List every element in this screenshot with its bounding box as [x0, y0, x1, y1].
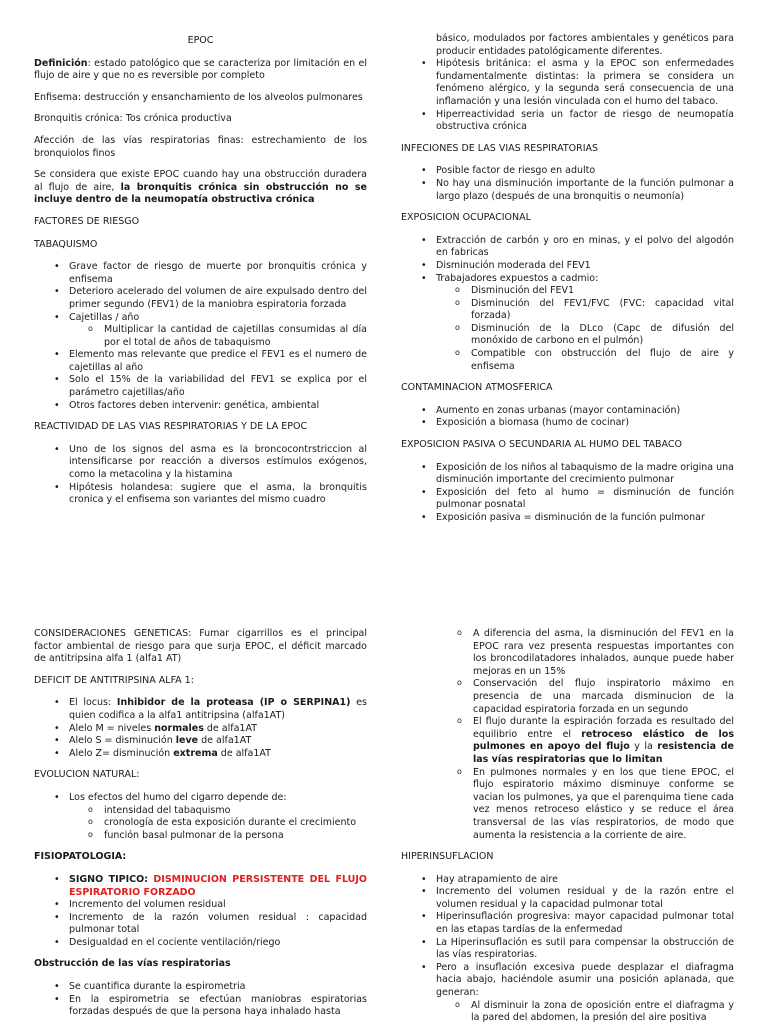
list-item: • Disminución moderada del FEV1 — [401, 260, 734, 273]
tabaquismo-list — [34, 261, 367, 324]
contaminacion-heading: CONTAMINACION ATMOSFERICA — [401, 382, 553, 394]
obstruccion-list — [34, 981, 367, 1019]
page1-right-column — [401, 33, 734, 534]
list-item: • Alelo S = disminución leve de alfa1AT — [34, 735, 367, 748]
list-item: • Pero a insuflación excesiva puede desplazar el diafragma hacia abajo, haciéndole asumir una posición aplanada, que generan: — [401, 962, 734, 1000]
list-item: • Hipótesis holandesa: sugiere que el asma, la bronquitis cronica y el enfisema son variantes del mismo cuadro — [34, 482, 367, 507]
sub-list-item: o En pulmones normales y en los que tiene EPOC, el flujo espiratorio máximo disminuye conforme se vacian los pulmones, ya que el parenquima tiene cada vez menos retroceso elástico y se reduce el área transversal de las vías respiratorios, de modo que aumenta la resistencia a la corriente de aire. — [401, 767, 734, 843]
sub-list-item: o función basal pulmonar de la persona — [34, 830, 367, 843]
deficit-heading: DEFICIT DE ANTITRIPSINA ALFA 1: — [34, 674, 194, 686]
list-item: • Se cuantifica durante la espirometria — [34, 981, 367, 994]
list-item: • Deterioro acelerado del volumen de aire expulsado dentro del primer segundo (FEV1) de la maniobra espiratoria forzada — [34, 286, 367, 311]
list-item: • Alelo M = niveles normales de alfa1AT — [34, 723, 367, 736]
list-item: • No hay una disminución importante de la función pulmonar a largo plazo (después de una bronquitis o neumonía) — [401, 178, 734, 203]
list-item: • Aumento en zonas urbanas (mayor contaminación) — [401, 405, 734, 418]
reactividad-heading: REACTIVIDAD DE LAS VIAS RESPIRATORIAS Y DE LA EPOC — [34, 421, 308, 433]
sub-list-item: o Al disminuir la zona de oposición entre el diafragma y la pared del abdomen, la presión del aire positiva — [401, 1000, 734, 1025]
deficit-list — [34, 697, 367, 760]
list-item: • Elemento mas relevante que predice el FEV1 es el numero de cajetillas al año — [34, 349, 367, 374]
sub-list-item: o intensidad del tabaquismo — [34, 805, 367, 818]
list-item: • Incremento del volumen residual y de la razón entre el volumen residual y la capacidad pulmonar total — [401, 886, 734, 911]
list-item: • Hipótesis británica: el asma y la EPOC son enfermedades fundamentalmente distintas: la primera se considera un fenómeno alérgico, y la segunda será consecuencia de una inflamación y una lesión vinculada con el humo del tabaco. — [401, 58, 734, 108]
factores-heading: FACTORES DE RIESGO — [34, 215, 140, 227]
list-item: • Hay atrapamiento de aire — [401, 874, 734, 887]
list-item: • Incremento de la razón volumen residual : capacidad pulmonar total — [34, 912, 367, 937]
pasiva-list — [401, 462, 734, 525]
list-item: • Trabajadores expuestos a cadmio: — [401, 273, 734, 286]
contaminacion-list — [401, 405, 734, 430]
geneticas-paragraph: CONSIDERACIONES GENETICAS: Fumar cigarrillos es el principal factor ambiental de riesgo para que surja EPOC, el déficit marcado de antitripsina alfa 1 (alfa1 AT) — [34, 628, 367, 665]
definicion-paragraph: Definición: estado patológico que se caracteriza por limitación en el flujo de aire y que no es reversible por completo — [34, 57, 367, 82]
bronquitis-paragraph: Bronquitis crónica: Tos crónica productiva — [34, 113, 232, 125]
list-item: • La Hiperinsuflación es sutil para compensar la obstrucción de las vías respiratorias. — [401, 937, 734, 962]
list-item: • Extracción de carbón y oro en minas, y el polvo del algodón en fabricas — [401, 235, 734, 260]
page2-right-column — [401, 628, 734, 1025]
infecciones-heading: INFECIONES DE LAS VIAS RESPIRATORIAS — [401, 142, 599, 154]
list-item: • Exposición del feto al humo = disminución de función pulmonar posnatal — [401, 487, 734, 512]
list-item: • Solo el 15% de la variabilidad del FEV1 se explica por el parámetro cajetillas/año — [34, 374, 367, 399]
ocupacional-list — [401, 235, 734, 285]
sub-list-item: o El flujo durante la espiración forzada es resultado del equilibrio entre el retroceso elástico de los pulmones en apoyo del flujo y la resistencia de las vías respiratorias que lo limitan — [401, 716, 734, 766]
sub-list-item: o Disminución de la DLco (Capc de difusión del monóxido de carbono en el pulmón) — [401, 323, 734, 348]
list-item: • Exposición a biomasa (humo de cocinar) — [401, 417, 734, 430]
list-item: • Los efectos del humo del cigarro depende de: — [34, 792, 367, 805]
hiperinsuflacion-sublist — [401, 1000, 734, 1025]
list-item: • Desigualdad en el cociente ventilación/riego — [34, 937, 367, 950]
tabaquismo-sublist — [34, 324, 367, 349]
list-item: • Alelo Z= disminución extrema de alfa1AT — [34, 748, 367, 761]
list-item: • Otros factores deben intervenir: genética, ambiental — [34, 400, 367, 413]
hiperinsuflacion-heading: HIPERINSUFLACION — [401, 851, 494, 863]
fisiopatologia-list — [34, 874, 367, 950]
cadmio-sublist — [401, 285, 734, 373]
afeccion-paragraph: Afección de las vías respiratorias finas: estrechamiento de los bronquiolos finos — [34, 134, 367, 159]
list-item: • Uno de los signos del asma es la broncocontrstriccion al intensificarse por reacción a diversos estímulos exógenos, como la metacolina y la histamina — [34, 444, 367, 482]
infecciones-list — [401, 165, 734, 203]
list-item: • SIGNO TIPICO: DISMINUCION PERSISTENTE DEL FLUJO ESPIRATORIO FORZADO — [34, 874, 367, 899]
sub-list-item: o Disminución del FEV1/FVC (FVC: capacidad vital forzada) — [401, 298, 734, 323]
list-item: • Cajetillas / año — [34, 312, 367, 325]
list-item: • Grave factor de riesgo de muerte por bronquitis crónica y enfisema — [34, 261, 367, 286]
list-item: • Exposición pasiva = disminución de la función pulmonar — [401, 512, 734, 525]
evolucion-sublist — [34, 805, 367, 843]
reactividad-list — [34, 444, 367, 507]
continued-text: básico, modulados por factores ambientales y genéticos para producir entidades patológicamente diferentes. — [436, 33, 734, 57]
sub-list-item: o A diferencia del asma, la disminución del FEV1 en la EPOC rara vez presenta respuestas importantes con los broncodilatadores inhalados, aunque puede haber mejoras en un 15% — [401, 628, 734, 678]
list-item: • En la espirometria se efectúan maniobras espiratorias forzadas después de que la persona haya inhalado hasta — [34, 994, 367, 1019]
evolucion-list — [34, 792, 367, 805]
page2-left-column — [34, 628, 367, 1028]
list-item: • Hiperreactividad seria un factor de riesgo de neumopatía obstructiva crónica — [401, 109, 734, 134]
pasiva-heading: EXPOSICION PASIVA O SECUNDARIA AL HUMO DEL TABACO — [401, 439, 682, 451]
page1-left-column — [34, 35, 367, 516]
tabaquismo-heading: TABAQUISMO — [34, 238, 98, 250]
sub-list-item: o cronología de esta exposición durante el crecimiento — [34, 817, 367, 830]
hipotesis-list — [401, 58, 734, 134]
list-item: • Posible factor de riesgo en adulto — [401, 165, 734, 178]
sub-list-item: o Multiplicar la cantidad de cajetillas consumidas al día por el total de años de tabaquismo — [34, 324, 367, 349]
list-item: • Hiperinsuflación progresiva: mayor capacidad pulmonar total en las etapas tardías de la enfermedad — [401, 911, 734, 936]
ocupacional-heading: EXPOSICION OCUPACIONAL — [401, 212, 531, 224]
tabaquismo-list-2 — [34, 349, 367, 412]
list-item: • El locus: Inhibidor de la proteasa (IP o SERPINA1) es quien codifica a la alfa1 antitripsina (alfa1AT) — [34, 697, 367, 722]
obstruccion-heading: Obstrucción de las vías respiratorias — [34, 958, 231, 970]
hiperinsuflacion-list — [401, 874, 734, 1000]
espiracion-sublist — [401, 628, 734, 842]
sub-list-item: o Compatible con obstrucción del flujo de aire y enfisema — [401, 348, 734, 373]
fisiopatologia-heading: FISIOPATOLOGIA: — [34, 851, 127, 863]
enfisema-paragraph: Enfisema: destrucción y ensanchamiento de los alveolos pulmonares — [34, 91, 363, 103]
evolucion-heading: EVOLUCION NATURAL: — [34, 769, 140, 781]
sub-list-item: o Disminución del FEV1 — [401, 285, 734, 298]
document-title: EPOC — [187, 35, 214, 46]
sub-list-item: o Conservación del flujo inspiratorio máximo en presencia de una marcada disminucion de la capacidad espiratoria forzada en un segundo — [401, 678, 734, 716]
list-item: • Incremento del volumen residual — [34, 899, 367, 912]
list-item: • Exposición de los niños al tabaquismo de la madre origina una disminución importante del crecimiento pulmonar — [401, 462, 734, 487]
considera-paragraph: Se considera que existe EPOC cuando hay una obstrucción duradera al flujo de aire, la bronquitis crónica sin obstrucción no se incluye dentro de la neumopatía obstructiva crónica — [34, 169, 367, 206]
